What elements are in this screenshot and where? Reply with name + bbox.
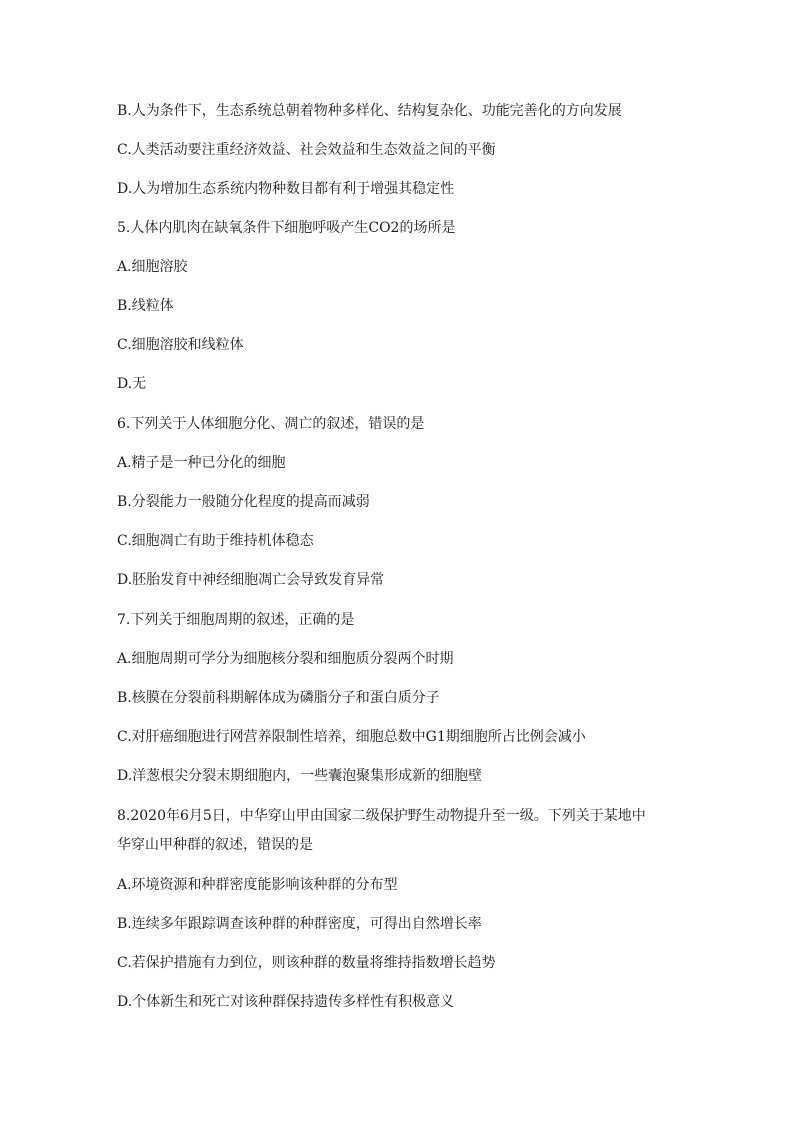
q6-option-b: B.分裂能力一般随分化程度的提高而减弱 (117, 494, 370, 510)
q5-option-b: B.线粒体 (117, 298, 174, 314)
q7-option-d: D.洋葱根尖分裂末期细胞内，一些囊泡聚集形成新的细胞壁 (117, 768, 483, 784)
q4-option-b: B.人为条件下，生态系统总朝着物种多样化、结构复杂化、功能完善化的方向发展 (117, 103, 622, 119)
q8-stem-line-1: 8.2020年6月5日，中华穿山甲由国家二级保护野生动物提升至一级。下列关于某地中 (117, 808, 646, 824)
q5-option-c: C.细胞溶胶和线粒体 (117, 337, 244, 353)
q5-option-d: D.无 (117, 376, 147, 392)
q5-stem: 5.人体内肌肉在缺氧条件下细胞呼吸产生CO2的场所是 (117, 220, 456, 236)
q7-stem: 7.下列关于细胞周期的叙述，正确的是 (117, 612, 355, 628)
q6-option-c: C.细胞凋亡有助于维持机体稳态 (117, 533, 314, 549)
q5-option-a: A.细胞溶胶 (117, 259, 188, 275)
q7-option-a: A.细胞周期可学分为细胞核分裂和细胞质分裂两个时期 (117, 651, 454, 667)
q8-option-a: A.环境资源和种群密度能影响该种群的分布型 (117, 877, 398, 893)
q8-option-b: B.连续多年跟踪调查该种群的种群密度，可得出自然增长率 (117, 916, 482, 932)
q6-stem: 6.下列关于人体细胞分化、凋亡的叙述，错误的是 (117, 416, 425, 432)
q7-option-c: C.对肝癌细胞进行网营养限制性培养，细胞总数中G1期细胞所占比例会减小 (117, 729, 586, 745)
q6-option-a: A.精子是一种已分化的细胞 (117, 455, 286, 471)
q8-stem-line-2: 华穿山甲种群的叙述，错误的是 (117, 837, 313, 853)
q6-option-d: D.胚胎发育中神经细胞凋亡会导致发育异常 (117, 572, 385, 588)
q8-option-c: C.若保护措施有力到位，则该种群的数量将维持指数增长趋势 (117, 955, 496, 971)
q4-option-c: C.人类活动要注重经济效益、社会效益和生态效益之间的平衡 (117, 142, 496, 158)
q8-option-d: D.个体新生和死亡对该种群保持遗传多样性有积极意义 (117, 994, 455, 1010)
q7-option-b: B.核膜在分裂前科期解体成为磷脂分子和蛋白质分子 (117, 690, 440, 706)
q4-option-d: D.人为增加生态系统内物种数目都有利于增强其稳定性 (117, 181, 455, 197)
